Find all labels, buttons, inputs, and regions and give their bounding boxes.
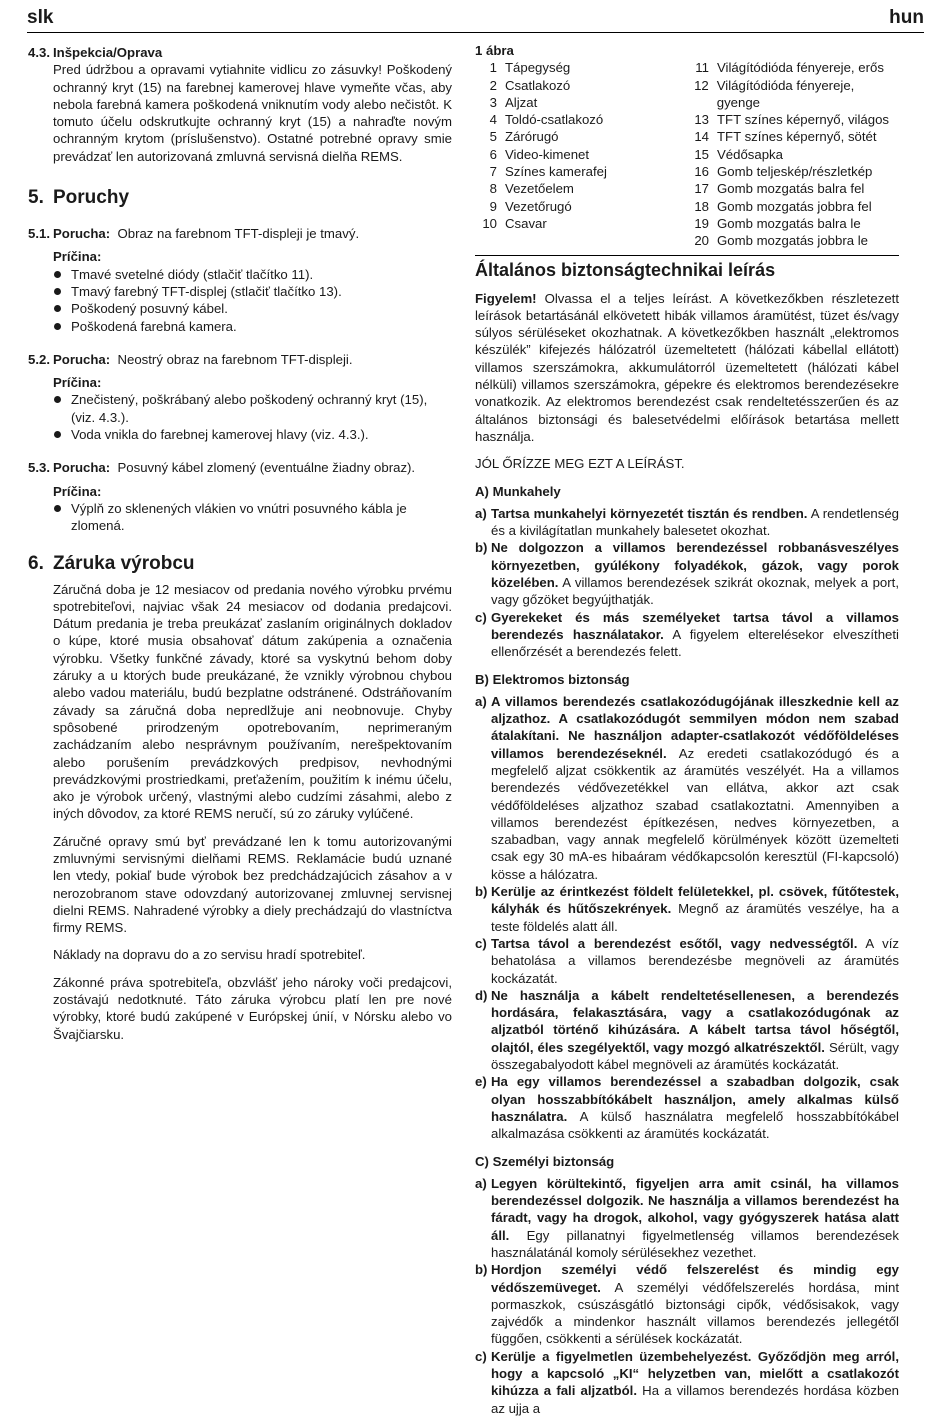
cause-list-5-1	[28, 266, 452, 335]
legend-item: 12 Világítódióda fényereje, gyenge	[694, 77, 855, 110]
legend-item: 1 Tápegység	[489, 60, 571, 76]
language-code-right: hun	[889, 7, 924, 28]
safety-heading: Általános biztonságtechnikai leírás	[475, 259, 776, 280]
legend-item: 11 Világítódióda fényereje, erős	[695, 60, 884, 76]
warranty-paragraph-2: Záručné opravy smú byť prevádzané len k tomu autorizovanými zmluvnými servisnými dielňami REMS. Reklamácie budú uznané len vtedy, pokiaľ bude výrobok bez predchádzajúcich zásahov a v nerozobranom stave odovzdaný autorizovanej zmluvnej servisnej dielni REMS. Nahradené výrobky a diely prechádzajú do vlastníctva firmy REMS.	[53, 833, 452, 936]
list-item: c) Kerülje a figyelmetlen üzembehelyezést. Győződjön meg arról, hogy a kapcsoló „KI“ helyzetben van, mielőtt a csatlakozót kihúzza a fali aljzatból. Ha a villamos berendezés hordása közben az ujja a	[475, 1348, 899, 1416]
fault-5-3: 5.3. Porucha: Posuvný kábel zlomený (eventuálne žiadny obraz).	[28, 460, 416, 476]
legend-item: 14 TFT színes képernyő, sötét	[694, 129, 877, 145]
figure-legend	[475, 59, 899, 249]
list-item: Výplň zo sklenených vlákien vo vnútri posuvného kábla je zlomená.	[53, 500, 452, 535]
section-4-3-heading: 4.3. Inšpekcia/Oprava	[28, 45, 163, 60]
list-item: Poškodený posuvný kábel.	[53, 300, 452, 317]
list-item: Tmavé svetelné diódy (stlačiť tlačítko 11).	[53, 266, 452, 283]
list-item: b) Kerülje az érintkezést földelt felületekkel, pl. csövek, fűtőtestek, kályhák és hűtőszekrények. Megnő az áramütés veszélye, ha a teste földelés alatt áll.	[475, 884, 899, 934]
list-item: b) Hordjon személyi védő felszerelést és mindig egy védőszemüveget. A személyi védőfelszerelés hordása, mint pormaszkok, csúszásgátló biztonsági cipők, védősisakok, vagy zajvédők a mindenkor használt villamos berendezés jellegétől függően, csökkenti a sérülések kockázatát.	[475, 1262, 899, 1347]
legend-item: 13 TFT színes képernyő, világos	[694, 112, 889, 128]
keep-instructions: JÓL ŐRÍZZE MEG EZT A LEÍRÁST.	[475, 456, 685, 472]
safety-intro: Figyelem! Olvassa el a teljes leírást. A következőkben részletezett leírások betartásánál elkövetett hibák villamos áramütést, tüzet és/vagy súlyos sérüléseket okozhatnak. A következőkben használt „elektromos készülék” kifejezés hálózatról üzemeltetett (hálózati kábellal ellátott) villamos szerszámokra, akkumulátorról üzemeltetett (hálózati kábel nélküli) villamos szerszámokra, gépekre és elektromos berendezésekre vonatkozik. Az elektromos berendezést csak rendeltetésszerűen és az általános biztonsági és balesetvédelmi előírások betartása mellett használja.	[475, 290, 899, 444]
list-item: a) Legyen körültekintő, figyeljen arra amit csinál, ha villamos berendezéssel dolgozik. Ne használja a villamos berendezést ha fáradt, vagy ha drogok, alkohol, vagy gyógyszerek hatása alatt áll. Egy pillanatnyi figyelmetlenség villamos berendezések használatánál komoly sérülésekhez vezethet.	[475, 1175, 899, 1260]
cause-list-5-3	[28, 500, 452, 535]
language-code-left: slk	[27, 7, 54, 28]
legend-item: 16 Gomb teljeskép/részletkép	[694, 164, 873, 180]
list-item: Tmavý farebný TFT-displej (stlačiť tlačítko 13).	[53, 283, 452, 300]
legend-item: 18 Gomb mozgatás jobbra fel	[694, 198, 872, 214]
list-item: d) Ne használja a kábelt rendeltetésellenesen, a berendezés hordására, felakasztására, vagy a csatlakozódugónak az aljzatból történő kihúzására. A kábelt tartsa távol hőségtől, olajtól, éles szegélyektől, vagy mozgó alkatrészektől. Sérült, vagy összegabalyodott kábel megnöveli az áramütés kockázatát.	[475, 987, 899, 1073]
cause-label: Príčina:	[53, 249, 102, 265]
fault-5-1: 5.1. Porucha: Obraz na farebnom TFT-displeji je tmavý.	[28, 226, 360, 242]
figure-legend-col-1	[475, 59, 687, 249]
cause-label: Príčina:	[53, 375, 102, 391]
page-header	[27, 7, 924, 33]
list-item: Voda vnikla do farebnej kamerovej hlavy (viz. 4.3.).	[53, 426, 452, 443]
legend-item: 4 Toldó-csatlakozó	[489, 112, 604, 128]
section-5-heading: 5. Poruchy	[28, 187, 130, 209]
list-item: c) Gyerekeket és más személyeket tartsa távol a villamos berendezés használatakor. A figyelem elterelésekor elveszítheti ellenőrzését a berendezés felett.	[475, 609, 899, 660]
list-item: Znečistený, poškrábaný alebo poškodený ochranný kryt (15), (viz. 4.3.).	[53, 391, 452, 426]
list-item: Poškodená farebná kamera.	[53, 318, 452, 335]
list-item: a) Tartsa munkahelyi környezetét tisztán és rendben. A rendetlenség és a kivilágítatlan munkahely balesetet okozhat.	[475, 505, 899, 539]
right-column	[475, 42, 899, 1417]
figure-title: 1 ábra	[475, 43, 514, 58]
section-b-title: B) Elektromos biztonság	[475, 671, 630, 687]
warranty-paragraph-3: Náklady na dopravu do a zo servisu hradí spotrebiteľ.	[53, 947, 366, 963]
legend-item: 8 Vezetőelem	[489, 181, 574, 197]
warranty-paragraph-1: Záručná doba je 12 mesiacov od predania nového výrobku prvému spotrebiteľovi, najviac však 24 mesiacov od dodania predajcovi. Dátum predania je treba preukázať zaslaním originálnych dokladov o kúpe, ktoré musia obsahovať dátum zakúpenia a označenia výrobku. Všetky funkčné závady, ktoré sa vyskytnú behom doby záruky a u ktorých bude preukázané, že vznikly výrobnou chybou alebo vadou materiálu, budú bezplatne odstránené. Odstráňovaním závady sa záručná doba nepredlžuje ani neobnovuje. Chyby spôsobené prirodzeným opotrebovaním, neprimeraným zachádzaním alebo nesprávnym používaním, nerešpektovaním alebo porušením prevádzkových predpisov, nevhodnými prevádzkovými prostriedkami, preťažením, použitím k inému účelu, ako je výrobok určený, vlastnými alebo cudzími zásahmi, alebo z iných dôvodov, za ktoré REMS neručí, sú zo záruky vylúčené.	[53, 581, 452, 822]
legend-item: 17 Gomb mozgatás balra fel	[694, 181, 865, 197]
section-6-heading: 6. Záruka výrobcu	[28, 552, 195, 574]
list-item: a) A villamos berendezés csatlakozódugójának illeszkednie kell az aljzathoz. A csatlakozódugót semmilyen módon nem szabad átalakítani. Ne használjon adapter-csatlakozót védőföldeléses villamos berendezéseknél. Az eredeti csatlakozódugó és a megfelelő aljzat csökkentik az áramütés veszélyét. Ha a villamos berendezés védővezetékkel van ellátva, akkor azt csak védőföldeléses aljzathoz szabad csatlakoztatni. Amennyiben a villamos berendezést építkezésen, nedves környezetben, a szabadban, vagy annak megfelelő körülmények között üzemelteti csak egy 30 mA-es hibaáram védőkapcsolón keresztül (FI-kapcsoló) kösse a hálózatra.	[475, 693, 899, 882]
fault-5-2: 5.2. Porucha: Neostrý obraz na farebnom TFT-displeji.	[28, 351, 353, 367]
left-column	[28, 42, 452, 1043]
legend-item: 7 Színes kamerafej	[489, 164, 607, 180]
divider	[475, 255, 899, 256]
legend-item: 5 Zárórugó	[489, 129, 559, 145]
list-item: e) Ha egy villamos berendezéssel a szabadban dolgozik, csak olyan hosszabbítókábelt használjon, amely alkalmas külső használatra. A külső használatra megfelelő hosszabbítókábel alkalmazása csökkenti az áramütés kockázatát.	[475, 1074, 899, 1142]
section-c-title: C) Személyi biztonság	[475, 1153, 615, 1169]
warranty-paragraph-4: Zákonné práva spotrebiteľa, obzvlášť jeho nároky voči predajcovi, zostávajú nedotknuté. Táto záruka výrobcu platí len pre nové výrobky, ktoré budú zakúpené v Európskej únií, v Nórsku alebo vo Švajčiarsku.	[53, 974, 452, 1042]
list-item: b) Ne dolgozzon a villamos berendezéssel robbanásveszélyes környezetben, gyúlékony folyadékok, gázok, vagy porok közelében. A villamos berendezések szikrát okoznak, melyek a port, vagy gőzöket begyújthatják.	[475, 540, 899, 608]
section-4-3-text: Pred údržbou a opravami vytiahnite vidlicu zo zásuvky! Poškodený ochranný kryt (15) na farebnej kamerovej hlave vymeňte včas, aby nebola farebná kamera poškodená vniknutím vody alebo nečistôt. K tomuto účelu odskrutkujte ochranný kryt (15) a nahraďte novým ochranným krytom (príslušenstvo). Ostatné potrebné opravy smie prevádzať len autorizovaná zmluvná servisná dielňa REMS.	[53, 62, 452, 164]
legend-item: 20 Gomb mozgatás jobbra le	[694, 233, 868, 249]
legend-item: 10 Csavar	[482, 215, 547, 231]
figure-legend-col-2	[687, 59, 899, 249]
section-a-title: A) Munkahely	[475, 483, 561, 499]
cause-label: Príčina:	[53, 483, 102, 499]
legend-item: 15 Védősapka	[694, 146, 783, 162]
list-item: c) Tartsa távol a berendezést esőtől, vagy nedvességtől. A víz behatolása a villamos berendezésbe megnöveli az áramütés kockázatát.	[475, 935, 899, 986]
legend-item: 9 Vezetőrugó	[489, 198, 572, 214]
legend-item: 6 Video-kimenet	[489, 146, 590, 162]
legend-item: 3 Aljzat	[489, 94, 538, 110]
legend-item: 2 Csatlakozó	[489, 77, 571, 93]
cause-list-5-2	[28, 391, 452, 443]
legend-item: 19 Gomb mozgatás balra le	[694, 215, 861, 231]
